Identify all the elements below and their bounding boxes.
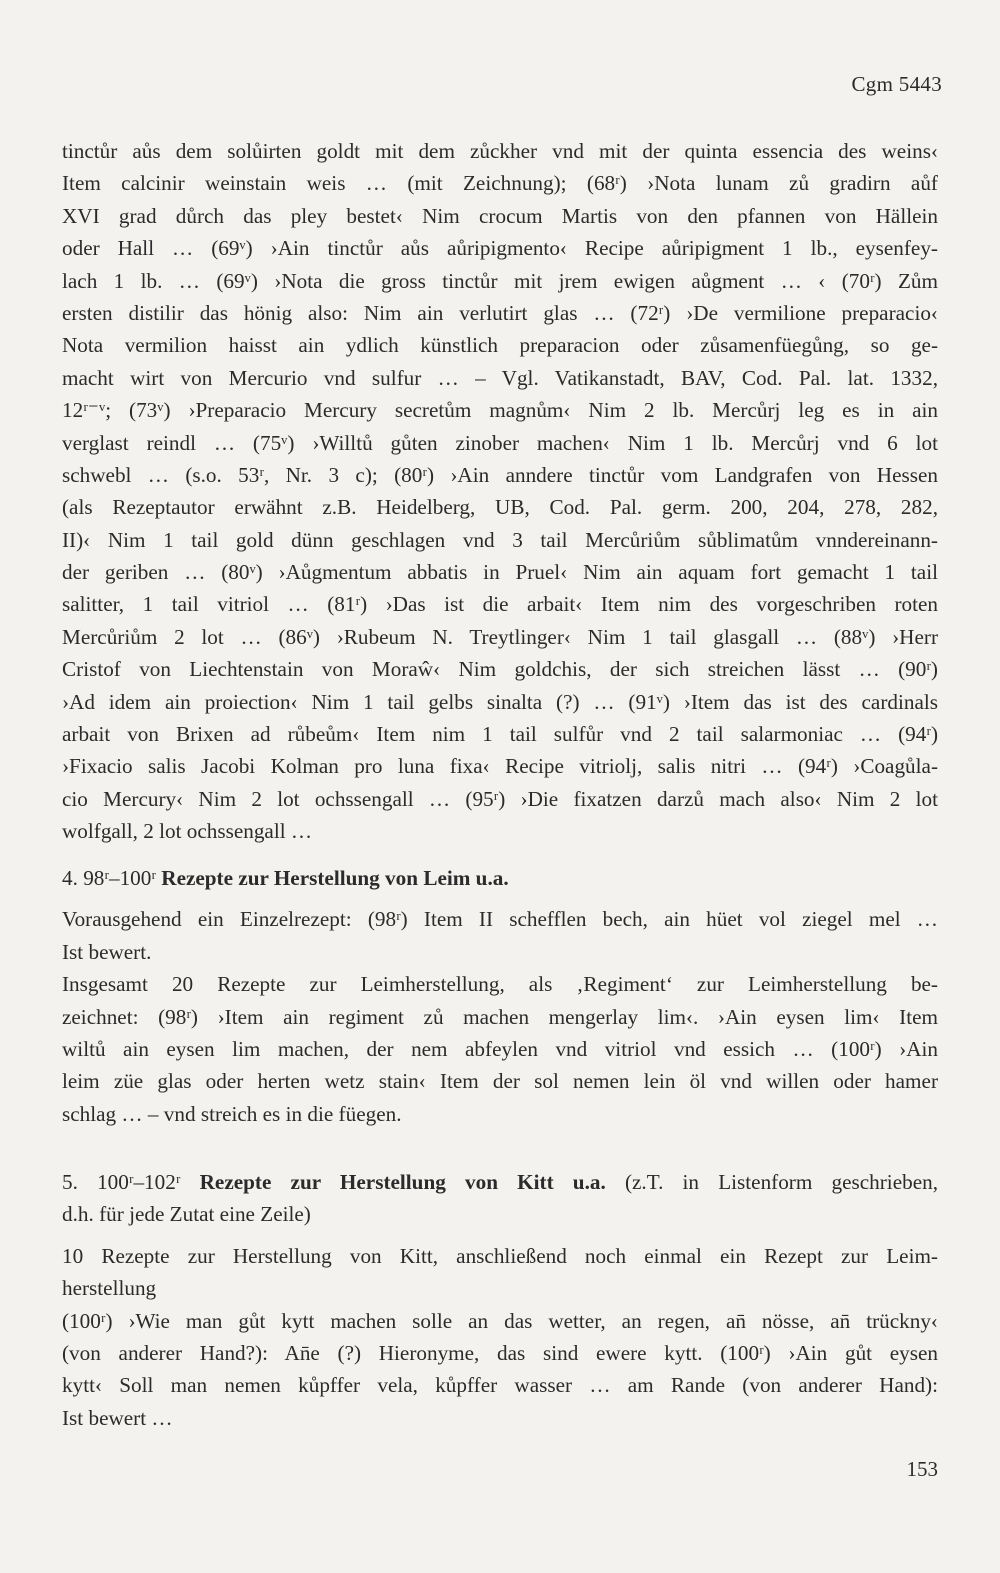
text-line: oder Hall … (69ᵛ) ›Ain tinctůr aůs aůripigmento‹ Recipe aůripigment 1 lb., eysenfey- bbox=[62, 236, 938, 261]
text-line: lach 1 lb. … (69ᵛ) ›Nota die gross tinctůr mit jrem ewigen aůgment … ‹ (70ʳ) Zům bbox=[62, 268, 938, 293]
section-4 bbox=[62, 862, 938, 1130]
running-head: Cgm 5443 bbox=[851, 72, 942, 96]
text-line: tinctůr aůs dem solůirten goldt mit dem zůckher vnd mit der quinta essencia des weins‹ bbox=[62, 139, 938, 163]
text-line: ersten distilir das hönig also: Nim ain verlutirt glas … (72ʳ) ›De vermilione preparacio‹ bbox=[62, 300, 938, 325]
section-5-note: (z.T. in Listenform geschrieben, bbox=[624, 1170, 938, 1194]
section-5-heading bbox=[62, 1166, 938, 1198]
section-5 bbox=[62, 1166, 938, 1434]
text-line: verglast reindl … (75ᵛ) ›Willtů gůten zinober machen‹ Nim 1 lb. Mercůrj vnd 6 lot bbox=[62, 430, 938, 455]
section-4-heading bbox=[62, 862, 938, 894]
section-5-heading-line-2: d.h. für jede Zutat eine Zeile) bbox=[62, 1202, 311, 1227]
text-line: Insgesamt 20 Rezepte zur Leimherstellung, als ‚Regiment‘ zur Leimherstellung be- bbox=[62, 972, 938, 997]
text-line: zeichnet: (98ʳ) ›Item ain regiment zů machen mengerlay lim‹. ›Ain eysen lim‹ Item bbox=[62, 1004, 938, 1029]
text-line: ›Fixacio salis Jacobi Kolman pro luna fixa‹ Recipe vitriolj, salis nitri … (94ʳ) ›Coagůla- bbox=[62, 754, 938, 779]
text-line: kytt‹ Soll man nemen kůpffer vela, kůpffer wasser … am Rande (von anderer Hand): bbox=[62, 1373, 938, 1398]
section-3-continuation bbox=[62, 135, 938, 848]
text-line: Nota vermilion haisst ain ydlich künstlich preparacion oder zůsamenfüegůng, so ge- bbox=[62, 333, 938, 358]
text-line: 12ʳ⁻ᵛ; (73ᵛ) ›Preparacio Mercury secretům magnům‹ Nim 2 lb. Mercůrj leg es in ain bbox=[62, 398, 938, 423]
text-line: leim züe glas oder herten wetz stain‹ Item der sol nemen lein öl vnd willen oder hamer bbox=[62, 1069, 938, 1094]
section-5-title: Rezepte zur Herstellung von Kitt u.a. bbox=[199, 1170, 606, 1194]
text-line: Ist bewert. bbox=[62, 939, 152, 964]
text-line: (100ʳ) ›Wie man gůt kytt machen solle an das wetter, an regen, an̄ nösse, an̄ trückny‹ bbox=[62, 1308, 938, 1333]
text-line: (als Rezeptautor erwähnt z.B. Heidelberg, UB, Cod. Pal. germ. 200, 204, 278, 282, bbox=[62, 495, 938, 520]
text-line: II)‹ Nim 1 tail gold dünn geschlagen vnd 3 tail Mercůriům sůblimatům vnndereinann- bbox=[62, 527, 938, 552]
text-line: salitter, 1 tail vitriol … (81ʳ) ›Das ist die arbait‹ Item nim des vorgeschriben roten bbox=[62, 592, 938, 617]
text-line: cio Mercury‹ Nim 2 lot ochssengall … (95ʳ) ›Die fixatzen darzů mach also‹ Nim 2 lot bbox=[62, 786, 938, 811]
text-line: herstellung bbox=[62, 1276, 157, 1301]
text-line: ›Ad idem ain proiection‹ Nim 1 tail gelbs sinalta (?) … (91ᵛ) ›Item das ist des cardinals bbox=[62, 689, 938, 714]
text-line: Ist bewert … bbox=[62, 1405, 173, 1430]
section-4-title: Rezepte zur Herstellung von Leim u.a. bbox=[161, 866, 509, 890]
text-line: schlag … – vnd streich es in die füegen. bbox=[62, 1101, 402, 1126]
text-line: 10 Rezepte zur Herstellung von Kitt, anschließend noch einmal ein Rezept zur Leim- bbox=[62, 1243, 938, 1268]
text-line: XVI grad důrch das pley bestet‹ Nim crocum Martis von den pfannen von Hällein bbox=[62, 203, 938, 228]
text-line: Mercůriům 2 lot … (86ᵛ) ›Rubeum N. Treytlinger‹ Nim 1 tail glasgall … (88ᵛ) ›Herr bbox=[62, 624, 938, 649]
text-line: Vorausgehend ein Einzelrezept: (98ʳ) Item II schefflen bech, ain hüet vol ziegel mel … bbox=[62, 907, 938, 932]
text-line: der geriben … (80ᵛ) ›Aůgmentum abbatis in Pruel‹ Nim ain aquam fort gemacht 1 tail bbox=[62, 560, 938, 585]
text-line: (von anderer Hand?): An̄e (?) Hieronyme, das sind ewere kytt. (100ʳ) ›Ain gůt eysen bbox=[62, 1340, 938, 1365]
text-line: arbait von Brixen ad růbeům‹ Item nim 1 tail sulfůr vnd 2 tail salarmoniac … (94ʳ) bbox=[62, 722, 938, 747]
page-number: 153 bbox=[906, 1457, 938, 1481]
text-line: wolfgall, 2 lot ochssengall … bbox=[62, 819, 313, 844]
section-5-number: 5. 100ʳ–102ʳ bbox=[62, 1170, 181, 1194]
section-4-number: 4. 98ʳ–100ʳ bbox=[62, 866, 156, 890]
text-line: macht wirt von Mercurio vnd sulfur … – Vgl. Vatikanstadt, BAV, Cod. Pal. lat. 1332, bbox=[62, 365, 938, 390]
text-line: Cristof von Liechtenstain von Moraŵ‹ Nim goldchis, der sich streichen lässt … (90ʳ) bbox=[62, 657, 938, 682]
text-line: Item calcinir weinstain weis … (mit Zeichnung); (68ʳ) ›Nota lunam zů gradirn aůf bbox=[62, 171, 938, 196]
text-line: wiltů ain eysen lim machen, der nem abfeylen vnd vitriol vnd essich … (100ʳ) ›Ain bbox=[62, 1036, 938, 1061]
text-line: schwebl … (s.o. 53ʳ, Nr. 3 c); (80ʳ) ›Ain anndere tinctůr vom Landgrafen von Hessen bbox=[62, 462, 938, 487]
